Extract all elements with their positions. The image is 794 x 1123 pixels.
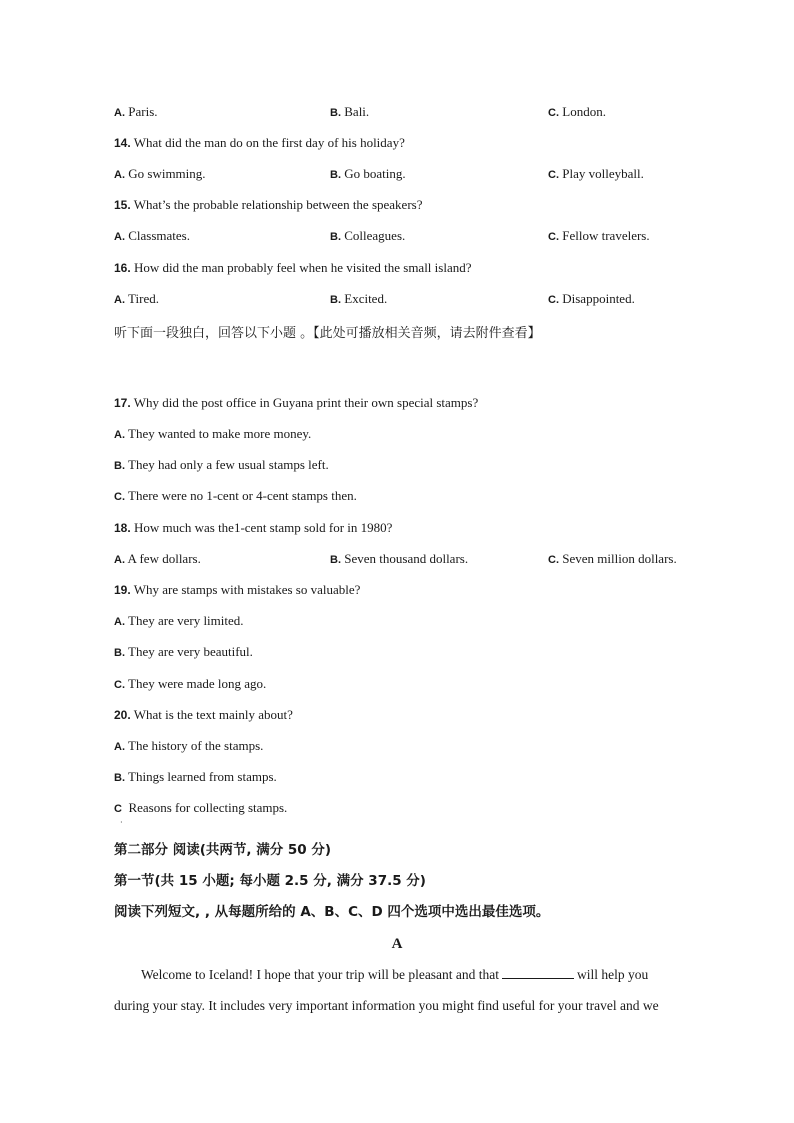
option-label: B. bbox=[114, 647, 125, 659]
question-14 bbox=[114, 135, 405, 151]
option-text: Bali. bbox=[344, 104, 370, 119]
question-text: Why are stamps with mistakes so valuable? bbox=[133, 582, 361, 597]
option-label: C bbox=[114, 803, 122, 815]
option-label: A. bbox=[114, 616, 125, 628]
option-text: Go boating. bbox=[344, 166, 406, 181]
option-text: They were made long ago. bbox=[128, 676, 267, 691]
option-label: B. bbox=[330, 554, 341, 566]
question-19 bbox=[114, 582, 360, 598]
option-text: Excited. bbox=[344, 291, 388, 306]
q19-option-a bbox=[114, 613, 244, 630]
question-15 bbox=[114, 197, 422, 213]
passage-text: will help you bbox=[577, 967, 649, 982]
q16-option-b bbox=[330, 291, 387, 308]
question-text: Why did the post office in Guyana print their own special stamps? bbox=[133, 395, 479, 410]
q14-option-b bbox=[330, 166, 406, 183]
option-label: B. bbox=[330, 169, 341, 181]
option-label: A. bbox=[114, 169, 125, 181]
q19-option-c bbox=[114, 676, 266, 693]
question-number: 15. bbox=[114, 198, 131, 212]
q18-option-a bbox=[114, 551, 201, 568]
q15-option-b bbox=[330, 228, 405, 245]
question-number: 17. bbox=[114, 396, 131, 410]
option-label: B. bbox=[114, 772, 125, 784]
passage-text: Welcome to Iceland! I hope that your trip will be pleasant and that bbox=[141, 967, 500, 982]
q18-option-b bbox=[330, 551, 468, 568]
question-number: 20. bbox=[114, 708, 131, 722]
q17-option-a bbox=[114, 426, 311, 443]
option-label: C. bbox=[548, 554, 559, 566]
part2-title: 第二部分 阅读(共两节, 满分 50 分) bbox=[114, 842, 332, 858]
option-text: Paris. bbox=[128, 104, 158, 119]
option-text: Seven million dollars. bbox=[562, 551, 677, 566]
option-text: They are very beautiful. bbox=[128, 644, 253, 659]
question-text: How much was the1-cent stamp sold for in 1980? bbox=[133, 520, 393, 535]
q15-option-c bbox=[548, 228, 650, 245]
option-label: C. bbox=[548, 294, 559, 306]
passage-line-1 bbox=[141, 966, 648, 984]
option-label: A. bbox=[114, 294, 125, 306]
question-16 bbox=[114, 260, 472, 276]
q15-option-a bbox=[114, 228, 190, 245]
question-number: 18. bbox=[114, 521, 131, 535]
option-label: B. bbox=[114, 460, 125, 472]
q20-option-a bbox=[114, 738, 263, 755]
q13-option-c bbox=[548, 104, 606, 121]
q20-option-b bbox=[114, 769, 277, 786]
option-text: The history of the stamps. bbox=[128, 738, 264, 753]
question-number: 19. bbox=[114, 583, 131, 597]
option-text: Colleagues. bbox=[344, 228, 406, 243]
q17-option-b bbox=[114, 457, 329, 474]
stray-dot-mark: · bbox=[120, 818, 123, 827]
option-text: Play volleyball. bbox=[562, 166, 644, 181]
option-label: C. bbox=[114, 679, 125, 691]
option-text: Classmates. bbox=[128, 228, 190, 243]
question-20 bbox=[114, 707, 293, 723]
option-text: They are very limited. bbox=[128, 613, 244, 628]
question-number: 14. bbox=[114, 136, 131, 150]
option-label: C. bbox=[548, 231, 559, 243]
section1-instruction: 阅读下列短文, , 从每题所给的 A、B、C、D 四个选项中选出最佳选项。 bbox=[114, 904, 550, 920]
q16-option-a bbox=[114, 291, 159, 308]
passage-line-2: during your stay. It includes very important information you might find useful for your travel and we bbox=[114, 998, 659, 1013]
option-text: There were no 1-cent or 4-cent stamps then. bbox=[128, 488, 357, 503]
option-text: Things learned from stamps. bbox=[128, 769, 277, 784]
option-text: Fellow travelers. bbox=[562, 228, 650, 243]
listening-instruction: 听下面一段独白，回答以下小题 。【此处可播放相关音频，请去附件查看】 bbox=[114, 326, 541, 341]
question-17 bbox=[114, 395, 478, 411]
option-text: Reasons for collecting stamps. bbox=[128, 800, 288, 815]
option-label: A. bbox=[114, 429, 125, 441]
option-text: Seven thousand dollars. bbox=[344, 551, 469, 566]
option-text: They had only a few usual stamps left. bbox=[128, 457, 329, 472]
option-label: C. bbox=[548, 169, 559, 181]
option-label: B. bbox=[330, 294, 341, 306]
q16-option-c bbox=[548, 291, 635, 308]
q14-option-c bbox=[548, 166, 644, 183]
option-text: They wanted to make more money. bbox=[128, 426, 312, 441]
q17-option-c bbox=[114, 488, 357, 505]
q13-option-b bbox=[330, 104, 369, 121]
question-number: 16. bbox=[114, 261, 131, 275]
q19-option-b bbox=[114, 644, 253, 661]
question-text: How did the man probably feel when he visited the small island? bbox=[133, 260, 472, 275]
option-text: Go swimming. bbox=[128, 166, 206, 181]
option-label: C. bbox=[114, 491, 125, 503]
option-text: Disappointed. bbox=[562, 291, 635, 306]
q13-option-a bbox=[114, 104, 158, 121]
option-label: B. bbox=[330, 231, 341, 243]
option-label: A. bbox=[114, 107, 125, 119]
passage-title: A bbox=[391, 936, 403, 952]
question-text: What did the man do on the first day of his holiday? bbox=[133, 135, 405, 150]
option-label: A. bbox=[114, 231, 125, 243]
option-text: A few dollars. bbox=[127, 551, 201, 566]
question-text: What’s the probable relationship between the speakers? bbox=[133, 197, 423, 212]
q14-option-a bbox=[114, 166, 206, 183]
section1-title: 第一节(共 15 小题; 每小题 2.5 分, 满分 37.5 分) bbox=[114, 873, 426, 889]
q20-option-c bbox=[114, 800, 287, 817]
question-text: What is the text mainly about? bbox=[133, 707, 293, 722]
option-label: B. bbox=[330, 107, 341, 119]
fill-in-blank bbox=[502, 966, 574, 979]
option-text: Tired. bbox=[128, 291, 159, 306]
option-text: London. bbox=[562, 104, 606, 119]
option-label: C. bbox=[548, 107, 559, 119]
option-label: A. bbox=[114, 554, 125, 566]
question-18 bbox=[114, 520, 392, 536]
q18-option-c bbox=[548, 551, 677, 568]
option-label: A. bbox=[114, 741, 125, 753]
